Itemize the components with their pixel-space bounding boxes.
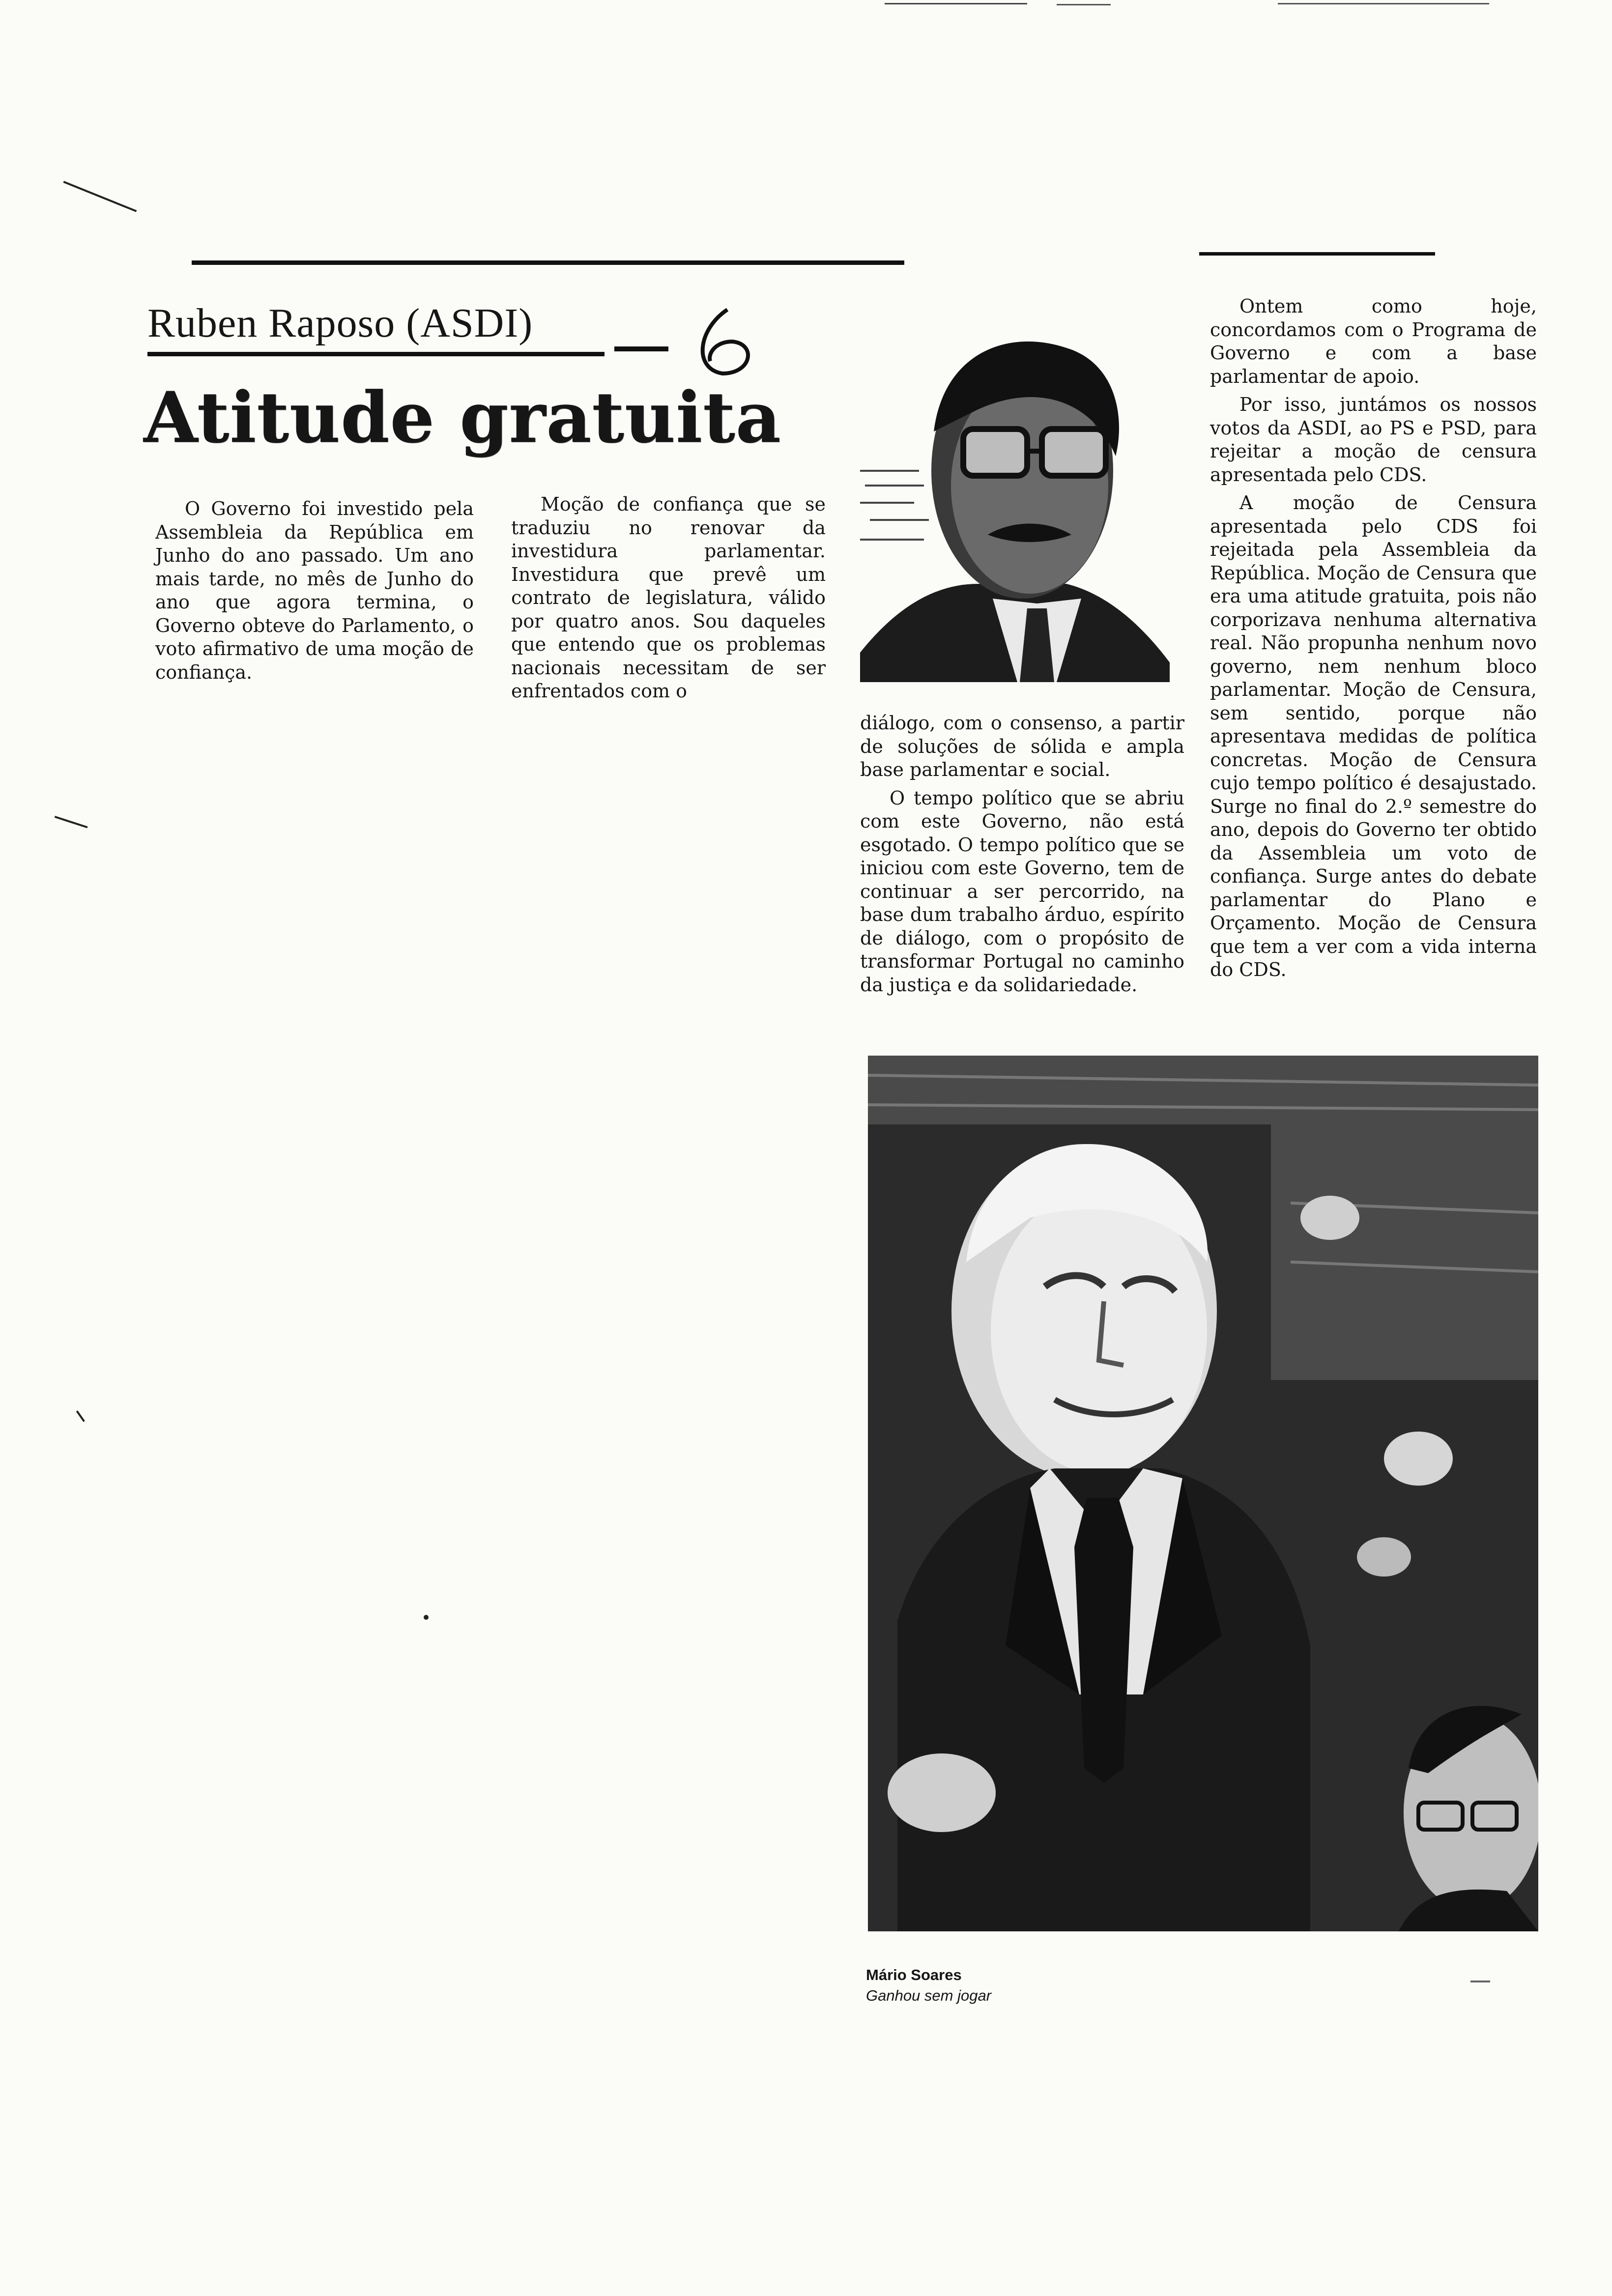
caption-subtitle: Ganhou sem jogar bbox=[866, 1987, 992, 2004]
mario-soares-photo-icon bbox=[868, 1056, 1538, 1931]
paragraph: O Governo foi investido pela Assembleia da República em Junho do ano passado. Um ano mais tarde, no mês de Junho do ano que agora termina, o Governo obteve do Parlamento, o voto afirmativo de uma moção de confiança. bbox=[155, 498, 474, 683]
main-photo bbox=[868, 1056, 1538, 1931]
paragraph: Por isso, juntámos os nossos votos da ASDI, ao PS e PSD, para rejeitar a moção de censura apresentada pelo CDS. bbox=[1210, 394, 1537, 486]
article-column-4 bbox=[1210, 295, 1537, 982]
paragraph: O tempo político que se abriu com este Governo, não está esgotado. O tempo político que se iniciou com este Governo, tem de continuar a ser percorrido, na base dum trabalho árduo, espírito de diálogo, com o propósito de transformar Portugal no caminho da justiça e da solidariedade. bbox=[860, 787, 1184, 996]
kicker-underline bbox=[147, 352, 604, 356]
paragraph: A moção de Censura apresentada pelo CDS foi rejeitada pela Assembleia da República. Moção de Censura que era uma atitude gratuita, pois não corporizava nenhuma alternativa real. Não propunha nenhum novo governo, nem nenhum bloco parlamentar. Moção de Censura, sem sentido, porque não apresentava medidas de política concretas. Moção de Censura cujo tempo político é desajustado. Surge no final do 2.º semestre do ano, depois do Governo ter obtido da Assembleia um voto de confiança. Surge antes do debate parlamentar do Plano e Orçamento. Moção de Censura que tem a ver com a vida interna do CDS. bbox=[1210, 492, 1537, 980]
scan-top-edge-2 bbox=[1057, 4, 1111, 5]
article-column-1 bbox=[155, 497, 474, 684]
paragraph: Ontem como hoje, concordamos com o Programa de Governo e com a base parlamentar de apoio. bbox=[1210, 295, 1537, 387]
article-column-3 bbox=[860, 712, 1184, 997]
paragraph: Moção de confiança que se traduziu no renovar da investidura parlamentar. Investidura que prevê um contrato de legislatura, válido por quatro anos. Sou daqueles que entendo que os problemas nacionais necessitam de ser enfrentados com o bbox=[511, 493, 826, 702]
scan-mark-left-curve bbox=[55, 816, 88, 828]
author-portrait-photo bbox=[860, 309, 1170, 682]
scan-dot bbox=[424, 1615, 429, 1620]
scan-mark-left-tick bbox=[76, 1410, 85, 1422]
photo-caption bbox=[866, 1965, 1112, 2006]
handwritten-mark-icon bbox=[609, 300, 772, 378]
caption-name: Mário Soares bbox=[866, 1966, 962, 1983]
paragraph: diálogo, com o consenso, a partir de soluções de sólida e ampla base parlamentar e social. bbox=[860, 712, 1184, 780]
article-kicker: Ruben Raposo (ASDI) bbox=[147, 300, 533, 346]
top-rule-left bbox=[192, 260, 904, 265]
top-rule-right bbox=[1199, 252, 1435, 256]
author-portrait-icon bbox=[860, 309, 1170, 682]
article-column-2 bbox=[511, 493, 826, 703]
scan-top-edge-3 bbox=[1278, 3, 1489, 4]
scan-top-edge bbox=[885, 3, 1027, 4]
handwritten-number: 6 bbox=[725, 370, 728, 375]
article-headline: Atitude gratuita bbox=[144, 377, 781, 459]
scan-dash bbox=[1470, 1980, 1490, 1982]
scan-mark-top-left bbox=[63, 181, 137, 212]
